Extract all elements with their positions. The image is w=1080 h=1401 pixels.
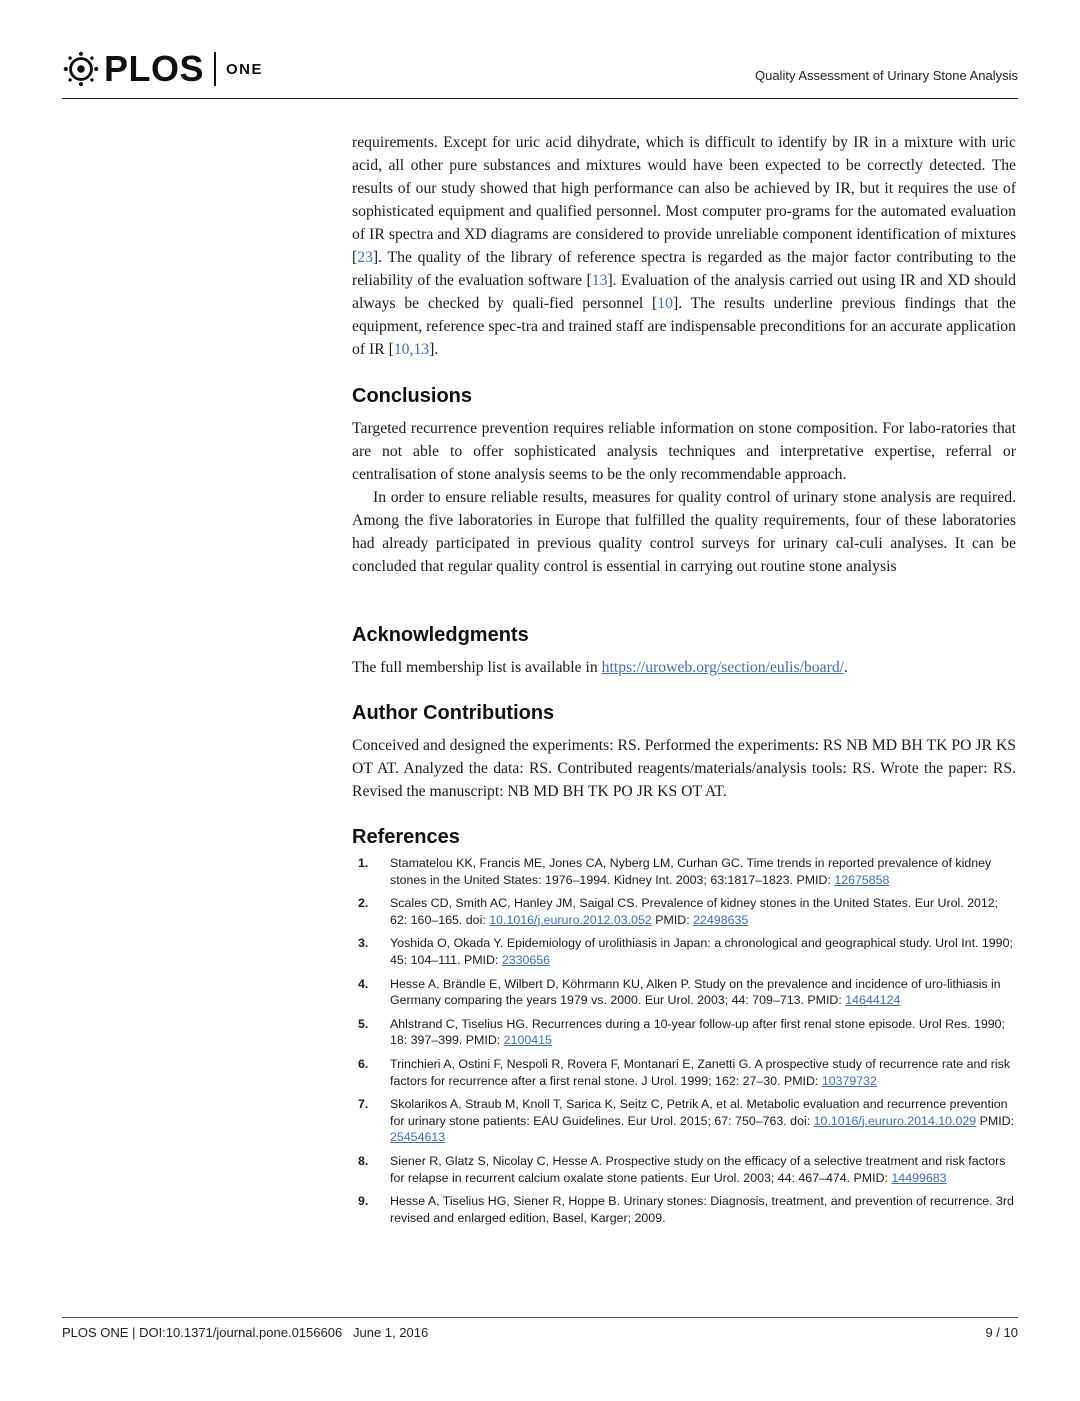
reference-body: Hesse A, Tiselius HG, Siener R, Hoppe B. Urinary stones: Diagnosis, treatment, and prevention of recurrence. 3rd revised and enlarged edition, Basel, Karger; 2009.: [390, 1194, 1014, 1225]
reference-number: 9.: [358, 1194, 369, 1209]
reference-number: 1.: [358, 856, 369, 870]
conclusions-heading: Conclusions: [352, 385, 473, 407]
conclusions-paragraph-1: Targeted recurrence prevention requires reliable information on stone composition. For labo-ratories that are not able to offer sophisticated analysis techniques and interpretative expertise, referral or centralisation of stone analysis seems to be the only recommendable approach.: [352, 420, 1016, 483]
reference-number: 5.: [358, 1016, 369, 1031]
journal-logo[interactable]: [62, 48, 263, 90]
pmid-link[interactable]: 2330656: [501, 952, 551, 967]
reference-body: Siener R, Glatz S, Nicolay C, Hesse A. Prospective study on the efficacy of a selective treatment and risk factors for relapse in recurrent calcium oxalate stone patients. Eur Urol. 2003; 44: 467–474. PMID:: [390, 1153, 1006, 1185]
pmid-link[interactable]: 14644124: [845, 993, 901, 1008]
reference-text: [390, 1056, 1016, 1089]
citation-link[interactable]: 10: [657, 295, 673, 312]
page-footer: [62, 1317, 1018, 1340]
reference-text: [390, 895, 1016, 928]
text-run: ]. The results underline previous findings that the equipment, reference spec-tra and trained staff are indispensable preconditions for an accurate application of IR [: [352, 295, 1016, 358]
pmid-link[interactable]: 14499683: [891, 1170, 947, 1185]
reference-item: [352, 1016, 1016, 1049]
reference-item: [352, 1056, 1016, 1089]
reference-text: [390, 855, 1016, 888]
reference-item: [352, 976, 1016, 1009]
reference-number: 2.: [358, 896, 369, 911]
text-run: ]. The quality of the library of reference spectra is regarded as the major factor contributing to the reliability of the evaluation software [: [352, 249, 1016, 289]
reference-text: [390, 1153, 1016, 1186]
plos-logo-icon: [62, 50, 100, 88]
reference-body: Stamatelou KK, Francis ME, Jones CA, Nyberg LM, Curhan GC. Time trends in reported prevalence of kidney stones in the United States: 1976–1994. Kidney Int. 2003; 63:1817–1823. PMID:: [390, 856, 992, 887]
reference-item: [352, 1153, 1016, 1186]
text-run: .: [844, 659, 848, 676]
pmid-link[interactable]: 12675858: [834, 872, 890, 887]
reference-body: Scales CD, Smith AC, Hanley JM, Saigal CS. Prevalence of kidney stones in the United States. Eur Urol. 2012; 62: 160–165. doi:: [390, 896, 999, 927]
reference-number: 7.: [358, 1097, 369, 1112]
reference-body: Trinchieri A, Ostini F, Nespoli R, Rovera F, Montanari E, Zanetti G. A prospective study of recurrence rate and risk factors for recurrence after a first renal stone. J Urol. 1999; 162: 27–30. PMID:: [390, 1056, 1011, 1088]
logo-divider: [214, 52, 216, 86]
acknowledgments-paragraph: [352, 656, 1016, 679]
reference-text: [390, 1096, 1016, 1146]
reference-item: [352, 1096, 1016, 1146]
logo-text: PLOS: [104, 48, 205, 89]
reference-body: Yoshida O, Okada Y. Epidemiology of urolithiasis in Japan: a chronological and geographical study. Urol Int. 1990; 45: 104–111. PMID:: [390, 936, 1013, 967]
logo-subtext: ONE: [226, 60, 264, 78]
text-run: The full membership list is available in: [352, 659, 602, 676]
doi-link[interactable]: 10.1016/j.eururo.2014.10.029: [813, 1113, 977, 1128]
pmid-label: PMID:: [651, 912, 694, 927]
pmid-link[interactable]: 22498635: [693, 912, 749, 927]
references-list: [352, 855, 1016, 1233]
text-run: requirements. Except for uric acid dihydrate, which is difficult to identify by IR in a mixture with uric acid, all other pure substances and mixtures would have been expected to be correctly detected. The results of our study showed that high performance can also be achieved by IR, but it requires the use of sophisticated equipment and qualified personnel. Most computer pro-grams for the automated evaluation of IR spectra and XD diagrams are considered to provide unreliable component identification of mixtures [: [352, 134, 1016, 266]
discussion-section: [352, 131, 1016, 361]
reference-body: Skolarikos A, Straub M, Knoll T, Sarica K, Seitz C, Petrik A, et al. Metabolic evaluation and recurrence prevention for urinary stone patients: EAU Guidelines. Eur Urol. 2015; 67: 750–763. doi:: [390, 1097, 1008, 1128]
reference-text: [390, 1193, 1016, 1226]
reference-text: [390, 1016, 1016, 1049]
reference-item: [352, 895, 1016, 928]
reference-body: Hesse A, Brändle E, Wilbert D, Köhrmann KU, Alken P. Study on the prevalence and incidence of uro-lithiasis in Germany comparing the years 1979 vs. 2000. Eur Urol. 2003; 44: 709–713. PMID:: [390, 976, 1001, 1008]
citation-link[interactable]: 13: [591, 272, 608, 289]
pmid-link[interactable]: 2100415: [503, 1033, 552, 1048]
reference-number: 3.: [358, 936, 369, 951]
citation-link[interactable]: 23: [357, 249, 373, 266]
reference-text: [390, 935, 1016, 968]
reference-number: 4.: [358, 976, 369, 991]
text-run: ]. Evaluation of the analysis carried out using IR and XD should always be checked by quali-fied personnel [: [352, 272, 1017, 312]
doi-link[interactable]: 10.1016/j.eururo.2012.03.052: [489, 912, 652, 927]
author-contributions-section: [352, 734, 1016, 803]
reference-body: Ahlstrand C, Tiselius HG. Recurrences during a 10-year follow-up after first renal stone episode. Urol Res. 1990; 18: 397–399. PMID:: [390, 1016, 1005, 1048]
references-heading: References: [352, 826, 460, 848]
reference-text: [390, 976, 1016, 1009]
reference-item: [352, 935, 1016, 968]
reference-number: 6.: [358, 1056, 369, 1071]
acknowledgments-section: [352, 656, 1016, 679]
text-run: ].: [429, 341, 439, 358]
reference-item: [352, 855, 1016, 888]
pmid-link[interactable]: 25454613: [390, 1130, 446, 1145]
page-header: [62, 44, 1018, 99]
running-title: Quality Assessment of Urinary Stone Analysis: [754, 68, 1018, 83]
pmid-label: PMID:: [976, 1113, 1015, 1128]
membership-list-link[interactable]: https://uroweb.org/section/eulis/board/: [601, 659, 845, 676]
conclusions-section: [352, 417, 1016, 578]
citation-link[interactable]: 10,13: [393, 341, 430, 358]
conclusions-paragraph-2: In order to ensure reliable results, measures for quality control of urinary stone analysis are required. Among the five laboratories in Europe that fulfilled the quality requirements, four of these laboratories had already participated in previous quality control surveys for urinary cal-culi analyses. It can be concluded that regular quality control is essential in carrying out routine stone analysis: [352, 489, 1016, 575]
acknowledgments-heading: Acknowledgments: [352, 624, 529, 646]
page-number: 9 / 10: [985, 1325, 1018, 1340]
pmid-link[interactable]: 10379732: [821, 1073, 877, 1088]
footer-citation: PLOS ONE | DOI:10.1371/journal.pone.0156606 June 1, 2016: [62, 1325, 429, 1340]
reference-item: [352, 1193, 1016, 1226]
author-contributions-paragraph: Conceived and designed the experiments: RS. Performed the experiments: RS NB MD BH TK PO JR KS OT AT. Analyzed the data: RS. Contributed reagents/materials/analysis tools: RS. Wrote the paper: RS. Revised the manuscript: NB MD BH TK PO JR KS OT AT.: [352, 737, 1016, 800]
discussion-paragraph: [352, 131, 1016, 361]
author-contributions-heading: Author Contributions: [352, 702, 555, 724]
reference-number: 8.: [358, 1153, 369, 1168]
